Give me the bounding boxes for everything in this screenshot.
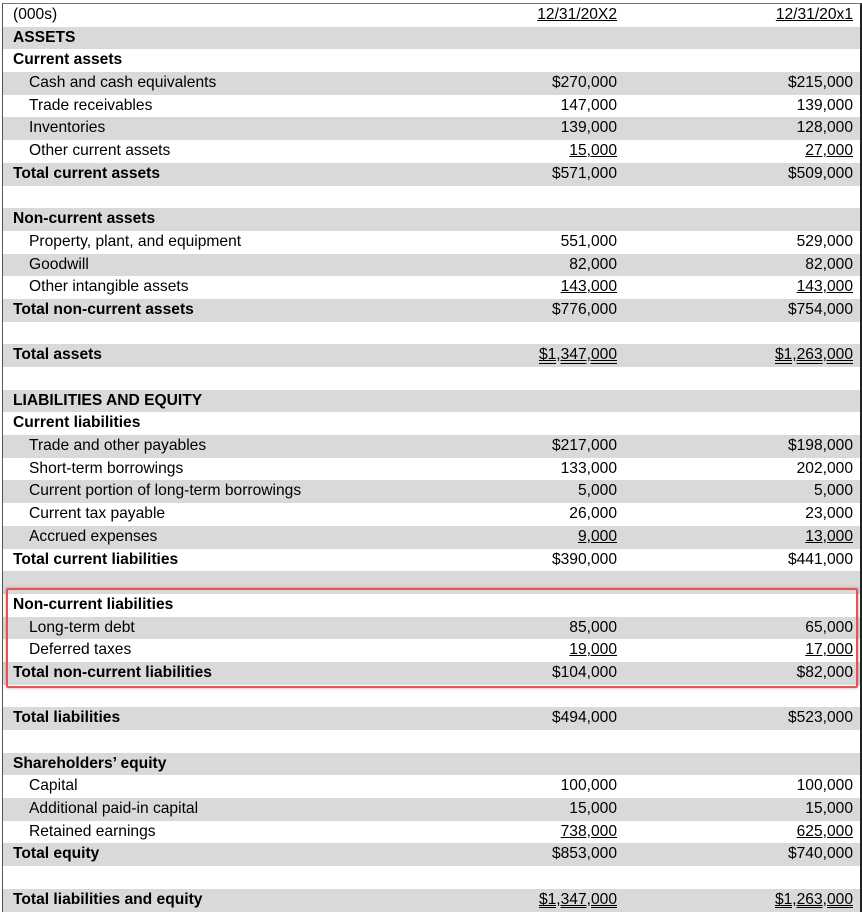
value-20x2: $494,000 (551, 709, 617, 727)
row-additional-paid-in-capital (3, 798, 860, 821)
value-20x2: $217,000 (551, 437, 617, 455)
row-label: LIABILITIES AND EQUITY (13, 391, 203, 409)
value-20x1: 5,000 (813, 482, 853, 500)
row-label: Total assets (13, 346, 102, 364)
row-label: Total liabilities and equity (13, 890, 203, 908)
row-goodwill (3, 254, 860, 277)
value-20x1: 82,000 (805, 255, 853, 273)
row-label: ASSETS (13, 28, 76, 46)
row-trade-and-other-payables (3, 435, 860, 458)
row-label: Current portion of long-term borrowings (29, 482, 302, 500)
row-label: Total current assets (13, 164, 161, 182)
row-total-non-current-liabilities (3, 662, 860, 685)
row-label: Other intangible assets (29, 278, 189, 296)
spacer-row (3, 367, 860, 390)
row-label: Non-current assets (13, 210, 156, 228)
row-non-current-liabilities (3, 594, 860, 617)
value-20x1: 625,000 (796, 822, 853, 840)
row-label: Total non-current liabilities (13, 663, 212, 681)
value-20x2: 738,000 (560, 822, 617, 840)
spacer-row (3, 322, 860, 345)
value-20x1: 143,000 (796, 278, 853, 296)
row-short-term-borrowings (3, 458, 860, 481)
row-inventories (3, 117, 860, 140)
value-20x1: 529,000 (796, 232, 853, 250)
row-label: Total current liabilities (13, 550, 179, 568)
row-current-liabilities (3, 412, 860, 435)
row-label: Cash and cash equivalents (29, 74, 217, 92)
row-label: Trade receivables (29, 96, 153, 114)
value-20x1: $740,000 (787, 845, 853, 863)
row-label: Inventories (29, 119, 106, 137)
row-label: Long-term debt (29, 618, 135, 636)
row-label: Current liabilities (13, 414, 141, 432)
value-20x2: 85,000 (569, 618, 617, 636)
value-20x1: 15,000 (805, 800, 853, 818)
row-label: Goodwill (29, 255, 89, 273)
value-20x1: $198,000 (787, 437, 853, 455)
value-20x1: 13,000 (805, 527, 853, 545)
value-20x2: $390,000 (551, 550, 617, 568)
value-20x2: 9,000 (577, 527, 617, 545)
value-20x1: $1,263,000 (774, 890, 853, 908)
value-20x2: $853,000 (551, 845, 617, 863)
value-20x1: 23,000 (805, 505, 853, 523)
value-20x1: 65,000 (805, 618, 853, 636)
value-20x2: $270,000 (551, 74, 617, 92)
row-total-liabilities (3, 707, 860, 730)
value-20x2: 82,000 (569, 255, 617, 273)
row-cash-and-cash-equivalents (3, 72, 860, 95)
value-20x1: 139,000 (796, 96, 853, 114)
value-20x1: 100,000 (796, 777, 853, 795)
row-label: Retained earnings (29, 822, 156, 840)
row-other-intangible-assets (3, 276, 860, 299)
row-total-current-liabilities (3, 549, 860, 572)
value-20x1: 128,000 (796, 119, 853, 137)
row-label: Shareholders’ equity (13, 754, 167, 772)
units-label: (000s) (13, 6, 58, 23)
value-20x2: 26,000 (569, 505, 617, 523)
value-20x1: $509,000 (787, 164, 853, 182)
row-label: Total liabilities (13, 709, 121, 727)
value-20x2: $571,000 (551, 164, 617, 182)
row-label: Non-current liabilities (13, 595, 174, 613)
value-20x2: 551,000 (560, 232, 617, 250)
row-long-term-debt (3, 617, 860, 640)
row-trade-receivables (3, 95, 860, 118)
row-deferred-taxes (3, 639, 860, 662)
row-label: Total non-current assets (13, 300, 194, 318)
row-total-liabilities-and-equity (3, 889, 860, 912)
value-20x1: 202,000 (796, 459, 853, 477)
value-20x1: $82,000 (796, 663, 853, 681)
value-20x2: $104,000 (551, 663, 617, 681)
value-20x1: 27,000 (805, 142, 853, 160)
value-20x1: $523,000 (787, 709, 853, 727)
row-accrued-expenses (3, 526, 860, 549)
balance-sheet-table (2, 3, 862, 912)
row-total-non-current-assets (3, 299, 860, 322)
spacer-row (3, 730, 860, 753)
value-20x2: 15,000 (569, 800, 617, 818)
value-20x2: 143,000 (560, 278, 617, 296)
row-shareholders-equity (3, 753, 860, 776)
row-total-equity (3, 843, 860, 866)
value-20x2: 100,000 (560, 777, 617, 795)
value-20x1: $754,000 (787, 300, 853, 318)
value-20x2: $1,347,000 (538, 890, 617, 908)
row-label: Current assets (13, 51, 123, 69)
value-20x1: 17,000 (805, 641, 853, 659)
spacer-row (3, 866, 860, 889)
row-label: Other current assets (29, 142, 171, 160)
value-20x2: $1,347,000 (538, 346, 617, 364)
value-20x1: $1,263,000 (774, 346, 853, 364)
value-20x2: 133,000 (560, 459, 617, 477)
row-assets (3, 27, 860, 50)
row-total-current-assets (3, 163, 860, 186)
value-20x2: 19,000 (569, 641, 617, 659)
row-other-current-assets (3, 140, 860, 163)
value-20x2: 5,000 (577, 482, 617, 500)
row-label: Short-term borrowings (29, 459, 184, 477)
row-label: Additional paid-in capital (29, 800, 199, 818)
value-20x2: $776,000 (551, 300, 617, 318)
column-header-20x2: 12/31/20X2 (537, 6, 617, 23)
row-label: Current tax payable (29, 505, 166, 523)
row-current-tax-payable (3, 503, 860, 526)
row-current-portion-of-long-term-borrowings (3, 480, 860, 503)
row-label: Property, plant, and equipment (29, 232, 242, 250)
row-label: Trade and other payables (29, 437, 207, 455)
row-label: Deferred taxes (29, 641, 132, 659)
spacer-row (3, 571, 860, 594)
column-header-20x1: 12/31/20x1 (775, 6, 853, 23)
row-current-assets (3, 49, 860, 72)
header-row (3, 4, 860, 27)
spacer-row (3, 685, 860, 708)
row-total-assets (3, 344, 860, 367)
row-capital (3, 775, 860, 798)
row-retained-earnings (3, 821, 860, 844)
row-non-current-assets (3, 208, 860, 231)
row-label: Capital (29, 777, 78, 795)
value-20x2: 139,000 (560, 119, 617, 137)
value-20x2: 147,000 (560, 96, 617, 114)
row-label: Accrued expenses (29, 527, 158, 545)
spacer-row (3, 186, 860, 209)
value-20x2: 15,000 (569, 142, 617, 160)
row-property-plant-and-equipment (3, 231, 860, 254)
value-20x1: $441,000 (787, 550, 853, 568)
row-label: Total equity (13, 845, 100, 863)
row-liabilities-and-equity (3, 390, 860, 413)
value-20x1: $215,000 (787, 74, 853, 92)
